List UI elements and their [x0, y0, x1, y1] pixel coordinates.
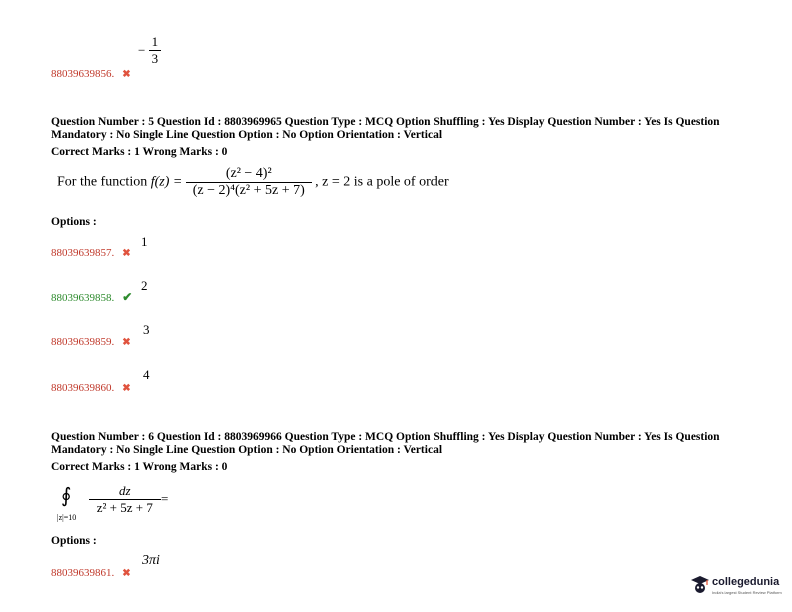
fraction [149, 34, 162, 67]
previous-option-value [138, 34, 161, 67]
fraction-denominator: 3 [151, 51, 159, 66]
function-denominator: (z − 2)⁴(z² + 5z + 7) [192, 183, 305, 198]
option-id: 88039639857. [51, 247, 115, 259]
collegedunia-logo [690, 572, 786, 602]
wrong-icon: ✖ [122, 337, 131, 348]
option-value: 2 [141, 278, 148, 293]
option-value: 4 [143, 367, 150, 382]
question-header: Question Number : 5 Question Id : 8803969965 Question Type : MCQ Option Shuffling : Yes Display Question Number : Yes Is Question Mandatory : No Single Line Question Option : No Option Orientation : Vertical [51, 116, 720, 141]
option-value: 1 [141, 234, 148, 249]
option-row [51, 563, 131, 581]
wrong-icon: ✖ [122, 248, 131, 259]
option-id: 88039639859. [51, 336, 115, 348]
options-label: Options : [51, 535, 97, 547]
wrong-icon: ✖ [122, 383, 131, 394]
contour-integral-sign: ∮ [61, 485, 72, 507]
option-row [51, 64, 131, 82]
option-id: 88039639861. [51, 567, 115, 579]
wrong-icon: ✖ [122, 69, 131, 80]
logo-name: collegedunia [712, 576, 780, 588]
check-icon: ✔ [122, 290, 133, 304]
option-row [51, 288, 132, 306]
question-header: Question Number : 6 Question Id : 8803969966 Question Type : MCQ Option Shuffling : Yes Display Question Number : Yes Is Question Mandatory : No Single Line Question Option : No Option Orientation : Vertical [51, 431, 720, 456]
option-row [51, 378, 131, 396]
function-name: f(z) = [150, 174, 183, 190]
integral-limit: |z|=10 [57, 513, 77, 522]
question-marks: Correct Marks : 1 Wrong Marks : 0 [51, 146, 228, 158]
logo-tagline: India's largest Student Review Platform [712, 590, 782, 595]
option-id: 88039639856. [51, 68, 115, 80]
stem-prefix: For the function [57, 174, 148, 190]
integrand-denominator: z² + 5z + 7 [96, 500, 153, 515]
stem-suffix: , z = 2 is a pole of order [315, 174, 449, 190]
function-numerator: (z² − 4)² [186, 166, 312, 183]
equals-sign: = [161, 491, 169, 506]
question-stem [57, 483, 187, 525]
wrong-icon: ✖ [122, 568, 131, 579]
fraction [89, 483, 161, 516]
options-label: Options : [51, 216, 97, 228]
option-id: 88039639860. [51, 382, 115, 394]
integrand-fraction [89, 483, 161, 516]
option-row [51, 243, 131, 261]
graduate-cap-icon [690, 574, 710, 596]
fraction-numerator: 1 [149, 34, 162, 51]
option-id: 88039639858. [51, 292, 115, 304]
question-marks: Correct Marks : 1 Wrong Marks : 0 [51, 461, 228, 473]
question-stem [57, 166, 449, 199]
option-value: 3 [143, 322, 150, 337]
option-row [51, 332, 131, 350]
option-value: 3πi [142, 553, 160, 568]
minus-sign: − [138, 42, 146, 58]
function-fraction [186, 166, 312, 199]
integrand-numerator: dz [89, 483, 161, 500]
